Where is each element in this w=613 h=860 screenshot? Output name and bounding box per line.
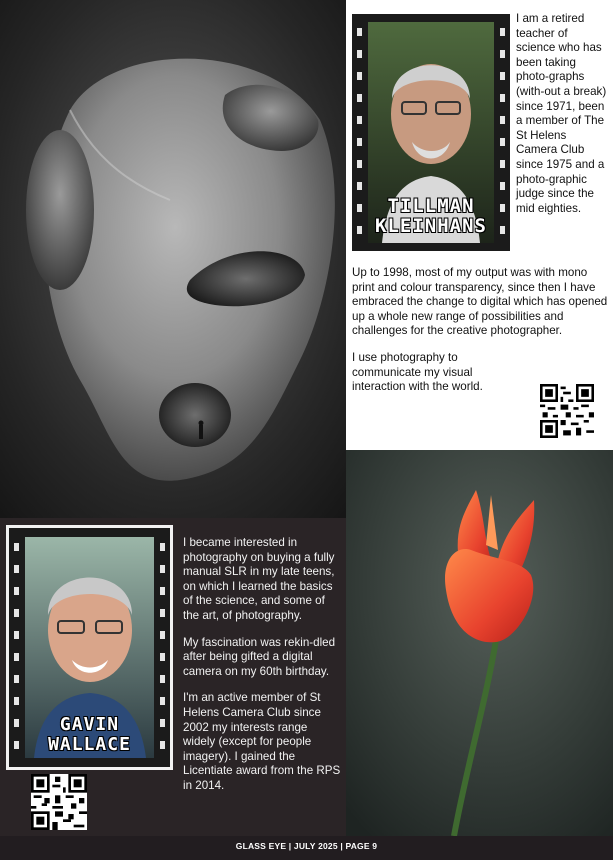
bio-text-gavin xyxy=(183,536,341,806)
bio-paragraph: I became interested in photography on buying a fully manual SLR in my late teens, on which I learned the basics of the science, and some of the art, of photography. xyxy=(183,536,335,622)
red-tulip-photo xyxy=(346,450,613,836)
page-footer xyxy=(0,836,613,860)
bio-panel-tillman xyxy=(346,0,613,450)
portrait-frame-tillman xyxy=(352,14,510,251)
qr-code-tillman[interactable] xyxy=(540,384,594,438)
qr-code-gavin[interactable] xyxy=(31,774,87,830)
name-line-2: KLEINHANS xyxy=(375,215,487,237)
bio-text-wrap xyxy=(516,12,608,228)
bio-paragraph: I'm an active member of St Helens Camera Club since 2002 my interests range widely (except for people imagery). I gained the Licentiate award from the RPS in 2014. xyxy=(183,691,341,792)
portrait-frame-gavin xyxy=(6,525,173,770)
name-line-1: TILLMAN xyxy=(387,195,475,217)
name-line-1: GAVIN xyxy=(59,714,120,735)
bio-paragraph: I am a retired teacher of science who has been taking photo-graphs (with-out a break) since 1971, been a member of The St Helens Camera Club since 1975 and a photo-graphic judge since the mid eighties. xyxy=(516,12,607,215)
bio-paragraph: I use photography to communicate my visual interaction with the world. xyxy=(352,350,483,394)
bio-panel-gavin xyxy=(0,518,346,836)
name-line-2: WALLACE xyxy=(48,734,131,755)
bio-paragraph: Up to 1998, most of my output was with mono print and colour transparency, since then I have embraced the change to digital which has opened up a whole new range of possibilities and challenges for the creative photographer. xyxy=(352,266,608,338)
surreal-sculpture-photo xyxy=(0,0,346,518)
bio-paragraph: My fascination was rekin-dled after being gifted a digital camera on my 60th birthday. xyxy=(183,635,336,678)
footer-text: GLASS EYE | JULY 2025 | PAGE 9 xyxy=(235,841,378,851)
